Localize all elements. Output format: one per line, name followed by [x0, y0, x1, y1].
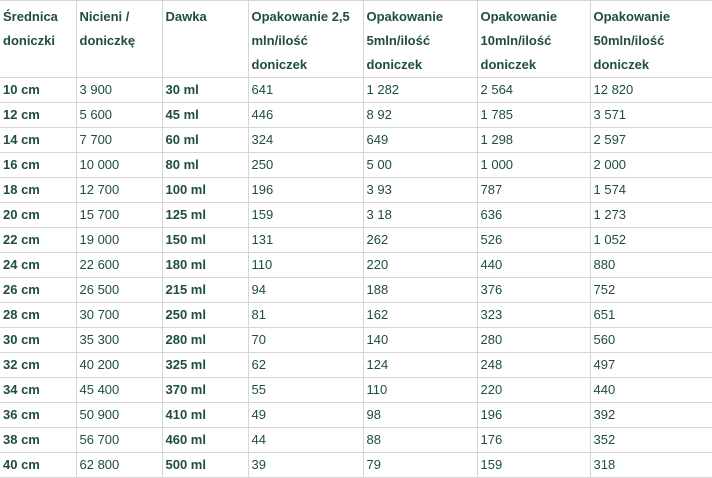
cell-nematodes-per-pot: 26 500 — [76, 278, 162, 303]
table-row — [0, 378, 712, 403]
cell-pot-diameter: 38 cm — [0, 428, 76, 453]
cell-dose: 80 ml — [162, 153, 248, 178]
cell-pack-5mln: 649 — [363, 128, 477, 153]
cell-dose: 60 ml — [162, 128, 248, 153]
cell-pack-50mln: 1 052 — [590, 228, 712, 253]
cell-pack-50mln: 440 — [590, 378, 712, 403]
table-row — [0, 128, 712, 153]
table-body — [0, 78, 712, 478]
cell-pack-5mln: 3 93 — [363, 178, 477, 203]
cell-pot-diameter: 10 cm — [0, 78, 76, 103]
cell-pot-diameter: 32 cm — [0, 353, 76, 378]
cell-pack-50mln: 352 — [590, 428, 712, 453]
header-pack-2-5mln: Opakowanie 2,5 mln/ilość doniczek — [248, 1, 363, 78]
cell-pack-5mln: 262 — [363, 228, 477, 253]
cell-pack-50mln: 1 273 — [590, 203, 712, 228]
cell-pack-5mln: 88 — [363, 428, 477, 453]
cell-pot-diameter: 18 cm — [0, 178, 76, 203]
cell-dose: 215 ml — [162, 278, 248, 303]
table-row — [0, 278, 712, 303]
cell-pack-2-5mln: 324 — [248, 128, 363, 153]
table-row — [0, 78, 712, 103]
cell-pack-2-5mln: 641 — [248, 78, 363, 103]
cell-pack-5mln: 5 00 — [363, 153, 477, 178]
cell-pack-10mln: 280 — [477, 328, 590, 353]
cell-dose: 500 ml — [162, 453, 248, 478]
cell-pack-50mln: 560 — [590, 328, 712, 353]
cell-pack-2-5mln: 196 — [248, 178, 363, 203]
cell-pack-10mln: 440 — [477, 253, 590, 278]
cell-dose: 460 ml — [162, 428, 248, 453]
cell-pack-10mln: 220 — [477, 378, 590, 403]
cell-pack-5mln: 1 282 — [363, 78, 477, 103]
header-pot-diameter: Średnica doniczki — [0, 1, 76, 78]
cell-pack-10mln: 376 — [477, 278, 590, 303]
table-row — [0, 153, 712, 178]
header-dose: Dawka — [162, 1, 248, 78]
cell-dose: 150 ml — [162, 228, 248, 253]
cell-dose: 100 ml — [162, 178, 248, 203]
cell-nematodes-per-pot: 35 300 — [76, 328, 162, 353]
cell-pot-diameter: 22 cm — [0, 228, 76, 253]
cell-nematodes-per-pot: 3 900 — [76, 78, 162, 103]
table-row — [0, 178, 712, 203]
cell-pack-10mln: 176 — [477, 428, 590, 453]
cell-pack-10mln: 1 298 — [477, 128, 590, 153]
cell-pack-5mln: 124 — [363, 353, 477, 378]
cell-pack-5mln: 110 — [363, 378, 477, 403]
cell-dose: 250 ml — [162, 303, 248, 328]
cell-dose: 370 ml — [162, 378, 248, 403]
cell-pack-2-5mln: 49 — [248, 403, 363, 428]
header-pack-5mln: Opakowanie 5mln/ilość doniczek — [363, 1, 477, 78]
cell-pot-diameter: 12 cm — [0, 103, 76, 128]
cell-dose: 125 ml — [162, 203, 248, 228]
table-row — [0, 228, 712, 253]
cell-pack-5mln: 162 — [363, 303, 477, 328]
table-row — [0, 353, 712, 378]
cell-pot-diameter: 26 cm — [0, 278, 76, 303]
cell-pot-diameter: 28 cm — [0, 303, 76, 328]
table-row — [0, 203, 712, 228]
cell-pot-diameter: 30 cm — [0, 328, 76, 353]
cell-nematodes-per-pot: 62 800 — [76, 453, 162, 478]
cell-dose: 45 ml — [162, 103, 248, 128]
cell-pack-50mln: 3 571 — [590, 103, 712, 128]
cell-dose: 180 ml — [162, 253, 248, 278]
cell-nematodes-per-pot: 30 700 — [76, 303, 162, 328]
cell-pack-10mln: 1 000 — [477, 153, 590, 178]
table-row — [0, 303, 712, 328]
cell-pack-5mln: 140 — [363, 328, 477, 353]
table-row — [0, 103, 712, 128]
cell-pack-5mln: 8 92 — [363, 103, 477, 128]
cell-dose: 410 ml — [162, 403, 248, 428]
cell-pack-2-5mln: 250 — [248, 153, 363, 178]
cell-nematodes-per-pot: 19 000 — [76, 228, 162, 253]
cell-pack-2-5mln: 55 — [248, 378, 363, 403]
cell-nematodes-per-pot: 22 600 — [76, 253, 162, 278]
cell-dose: 325 ml — [162, 353, 248, 378]
header-pack-50mln: Opakowanie 50mln/ilość doniczek — [590, 1, 712, 78]
cell-pack-2-5mln: 110 — [248, 253, 363, 278]
cell-pack-5mln: 79 — [363, 453, 477, 478]
header-pack-10mln: Opakowanie 10mln/ilość doniczek — [477, 1, 590, 78]
cell-pot-diameter: 36 cm — [0, 403, 76, 428]
cell-pack-5mln: 3 18 — [363, 203, 477, 228]
cell-pack-2-5mln: 81 — [248, 303, 363, 328]
cell-pack-2-5mln: 70 — [248, 328, 363, 353]
cell-pack-2-5mln: 446 — [248, 103, 363, 128]
cell-pot-diameter: 20 cm — [0, 203, 76, 228]
cell-pack-10mln: 1 785 — [477, 103, 590, 128]
cell-pack-10mln: 2 564 — [477, 78, 590, 103]
cell-pack-50mln: 12 820 — [590, 78, 712, 103]
cell-nematodes-per-pot: 5 600 — [76, 103, 162, 128]
cell-pack-2-5mln: 94 — [248, 278, 363, 303]
cell-dose: 30 ml — [162, 78, 248, 103]
cell-pot-diameter: 34 cm — [0, 378, 76, 403]
cell-pack-10mln: 636 — [477, 203, 590, 228]
cell-pack-50mln: 752 — [590, 278, 712, 303]
cell-nematodes-per-pot: 10 000 — [76, 153, 162, 178]
cell-nematodes-per-pot: 40 200 — [76, 353, 162, 378]
cell-pot-diameter: 16 cm — [0, 153, 76, 178]
cell-pack-2-5mln: 131 — [248, 228, 363, 253]
cell-dose: 280 ml — [162, 328, 248, 353]
cell-pack-5mln: 220 — [363, 253, 477, 278]
cell-pack-50mln: 318 — [590, 453, 712, 478]
cell-pack-2-5mln: 39 — [248, 453, 363, 478]
cell-pack-5mln: 98 — [363, 403, 477, 428]
cell-pack-50mln: 651 — [590, 303, 712, 328]
table-row — [0, 428, 712, 453]
cell-pack-10mln: 196 — [477, 403, 590, 428]
table-row — [0, 328, 712, 353]
cell-pack-50mln: 2 000 — [590, 153, 712, 178]
cell-pack-2-5mln: 44 — [248, 428, 363, 453]
table-row — [0, 403, 712, 428]
table-row — [0, 253, 712, 278]
header-nematodes-per-pot: Nicieni / doniczkę — [76, 1, 162, 78]
cell-pack-10mln: 248 — [477, 353, 590, 378]
cell-nematodes-per-pot: 12 700 — [76, 178, 162, 203]
cell-pack-10mln: 159 — [477, 453, 590, 478]
cell-pack-10mln: 323 — [477, 303, 590, 328]
cell-pack-50mln: 392 — [590, 403, 712, 428]
cell-pack-10mln: 526 — [477, 228, 590, 253]
cell-pack-50mln: 1 574 — [590, 178, 712, 203]
header-row — [0, 1, 712, 78]
cell-pack-2-5mln: 62 — [248, 353, 363, 378]
cell-pack-10mln: 787 — [477, 178, 590, 203]
cell-pack-50mln: 497 — [590, 353, 712, 378]
cell-nematodes-per-pot: 45 400 — [76, 378, 162, 403]
cell-pack-50mln: 2 597 — [590, 128, 712, 153]
cell-pack-50mln: 880 — [590, 253, 712, 278]
cell-nematodes-per-pot: 15 700 — [76, 203, 162, 228]
cell-pack-2-5mln: 159 — [248, 203, 363, 228]
cell-nematodes-per-pot: 56 700 — [76, 428, 162, 453]
cell-nematodes-per-pot: 7 700 — [76, 128, 162, 153]
cell-pack-5mln: 188 — [363, 278, 477, 303]
cell-pot-diameter: 24 cm — [0, 253, 76, 278]
cell-pot-diameter: 14 cm — [0, 128, 76, 153]
cell-nematodes-per-pot: 50 900 — [76, 403, 162, 428]
cell-pot-diameter: 40 cm — [0, 453, 76, 478]
